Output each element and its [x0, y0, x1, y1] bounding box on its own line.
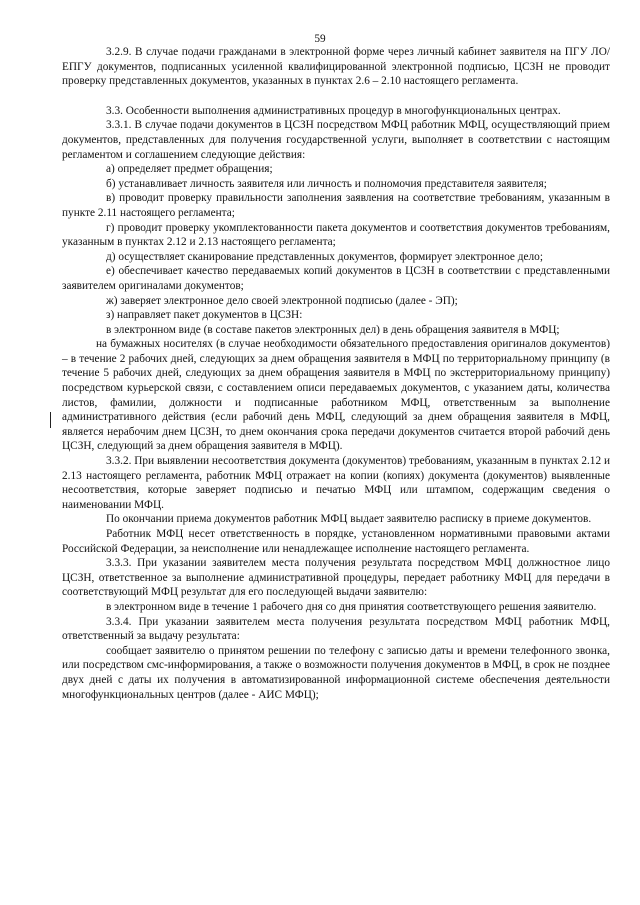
paragraph-receipt: По окончании приема документов работник МФЦ выдает заявителю расписку в приеме документов.	[106, 513, 592, 526]
paragraph-3-2-9: 3.2.9. В случае подачи гражданами в электронной форме через личный кабинет заявителя на ПГУ ЛО/ ЕПГУ документов, подписанных усиленной квалифицированной электронной подписью, ЦСЗН не проводит проверку представленных документов, указанных в пунктах 2.6 – 2.10 настоящего регламента.	[62, 46, 610, 88]
paragraph-electronic-form: в электронном виде (в составе пакетов электронных дел) в день обращения заявителя в МФЦ;	[106, 323, 560, 336]
paragraph-3-3-4: 3.3.4. При указании заявителем места получения результата посредством МФЦ работник МФЦ, ответственный за выдачу результата:	[62, 615, 610, 643]
paragraph-electronic-result: в электронном виде в течение 1 рабочего дня со дня принятия соответствующего решения заявителю.	[106, 600, 597, 613]
page-number: 59	[314, 33, 326, 45]
list-item-zh: ж) заверяет электронное дело своей электронной подписью (далее - ЭП);	[106, 294, 458, 307]
list-item-e: е) обеспечивает качество передаваемых копий документов в ЦСЗН в соответствии с представленными заявителем оригиналами документов;	[62, 265, 610, 292]
paragraph-3-3-2: 3.3.2. При выявлении несоответствия документа (документов) требованиям, указанным в пунктах 2.12 и 2.13 настоящего регламента, работник МФЦ отражает на копии (копиях) документа (документов) выявленные несоответствия, которые заверяет подписью и печатью МФЦ или штампом, содержащим сведения о наименовании МФЦ.	[62, 455, 610, 511]
list-item-v: в) проводит проверку правильности заполнения заявления на соответствие требованиям, указанным в пункте 2.11 настоящего регламента;	[62, 192, 610, 219]
list-item-g: г) проводит проверку укомплектованности пакета документов и соответствия документов требованиям, указанным в пунктах 2.12 и 2.13 настоящего регламента;	[62, 221, 610, 249]
list-item-z: з) направляет пакет документов в ЦСЗН:	[106, 309, 303, 322]
paragraph-notification: сообщает заявителю о принятом решении по телефону с записью даты и времени телефонного звонка, или посредством смс-информирования, а также о возможности получения документов в МФЦ, в срок не позднее двух дней с даты их получения в автоматизированной информационной системе обеспечения деятельности многофункциональных центров (далее - АИС МФЦ);	[62, 644, 610, 701]
document-body	[62, 45, 610, 702]
paragraph-paper-form: на бумажных носителях (в случае необходимости обязательного предоставления оригиналов документов) – в течение 2 рабочих дней, следующих за днем обращения заявителя в МФЦ по территориальному принципу (в течение 5 рабочих дней, следующих за днем обращения заявителя в МФЦ по экстерриториальному принципу) посредством курьерской связи, с составлением описи передаваемых документов, с указанием даты, количества листов, фамилии, должности и подписанные работником МФЦ, ответственным за выполнение административного действия (если рабочий день МФЦ, следующий за днем обращения заявителя в МФЦ, является нерабочим днем ЦСЗН, то днем окончания срока передачи документов считается второй рабочий день ЦСЗН, следующий за днем обращения заявителя в МФЦ).	[62, 338, 610, 453]
revision-bar	[50, 412, 51, 428]
paragraph-3-3-3: 3.3.3. При указании заявителем места получения результата посредством МФЦ должностное лицо ЦСЗН, ответственное за выполнение административной процедуры, передает работнику МФЦ для передачи в соответствующий МФЦ результат для его последующей выдачи заявителю:	[62, 557, 610, 599]
list-item-b: б) устанавливает личность заявителя или личность и полномочия представителя заявителя;	[106, 177, 547, 190]
list-item-d: д) осуществляет сканирование представленных документов, формирует электронное дело;	[106, 250, 543, 263]
paragraph-3-3-1: 3.3.1. В случае подачи документов в ЦСЗН посредством МФЦ работник МФЦ, осуществляющий прием документов, представленных для получения государственной услуги, выполняет в соответствии с настоящим регламентом и соглашением следующие действия:	[62, 119, 610, 161]
section-heading-3-3: 3.3. Особенности выполнения административных процедур в многофункциональных центрах.	[106, 104, 561, 117]
paragraph-responsibility: Работник МФЦ несет ответственность в порядке, установленном нормативными правовыми актами Российской Федерации, за неисполнение или ненадлежащее исполнение настоящего регламента.	[62, 528, 610, 555]
list-item-a: а) определяет предмет обращения;	[106, 163, 273, 176]
